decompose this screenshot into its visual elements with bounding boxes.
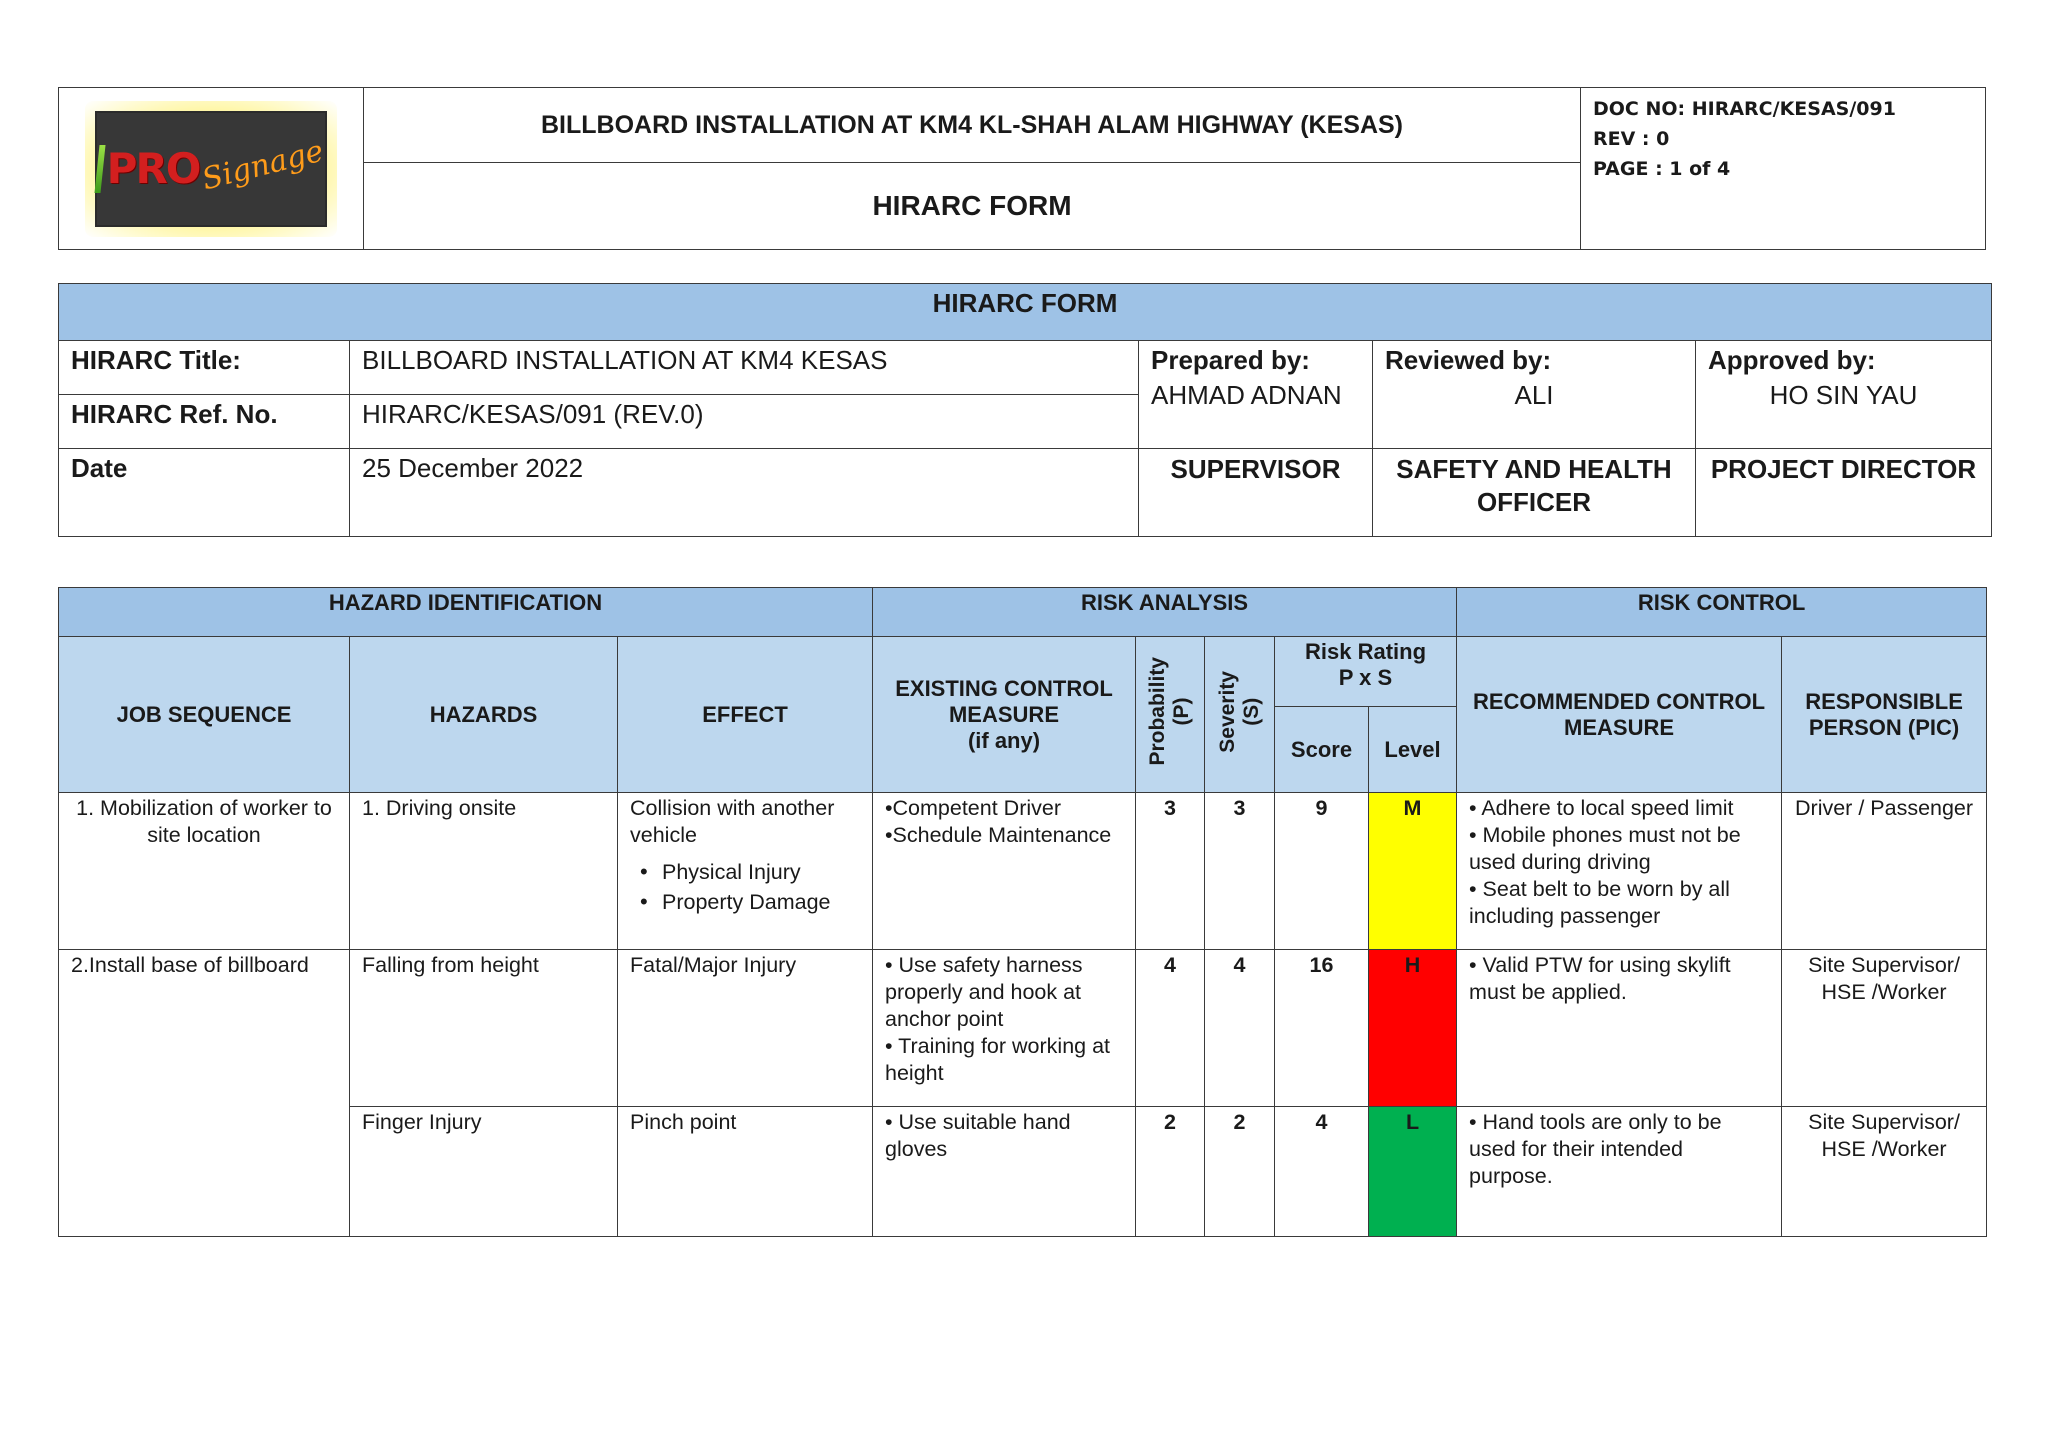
table-row [59, 793, 1987, 950]
col-responsible-person: RESPONSIBLE PERSON (PIC) [1782, 637, 1987, 793]
doc-number: DOC NO: HIRARC/KESAS/091 [1593, 98, 1896, 120]
prepared-role: SUPERVISOR [1139, 449, 1373, 537]
col-severity-label [1216, 671, 1264, 753]
list-item: • Property Damage [650, 887, 860, 917]
company-logo [85, 101, 337, 237]
row1-level: M [1369, 793, 1457, 950]
row1-effect-cell [618, 793, 873, 950]
row1-recommended-cell [1457, 793, 1782, 950]
col-probability-abbr: (P) [1170, 697, 1193, 726]
approved-role: PROJECT DIRECTOR [1696, 449, 1992, 537]
row1-probability: 3 [1136, 793, 1205, 950]
row2-hazard: Falling from height [350, 950, 618, 1107]
row1-score: 9 [1275, 793, 1369, 950]
doc-page: PAGE : 1 of 4 [1593, 158, 1731, 180]
row2-effect: Fatal/Major Injury [618, 950, 873, 1107]
approved-by-label: Approved by: [1708, 345, 1876, 375]
row2-job: 2.Install base of billboard [59, 950, 350, 1237]
row1-existing-cell [873, 793, 1136, 950]
col-hazards: HAZARDS [350, 637, 618, 793]
prepared-by-name: AHMAD ADNAN [1151, 380, 1342, 410]
row3-score: 4 [1275, 1107, 1369, 1237]
col-level: Level [1369, 707, 1457, 793]
row1-existing-2: •Schedule Maintenance [885, 823, 1112, 847]
col-existing-control-title: EXISTING CONTROL MEASURE [895, 675, 1113, 727]
row1-recommended-2: • Mobile phones must not be used during driving [1469, 823, 1741, 874]
col-risk-rating [1275, 637, 1457, 707]
row1-effect: Collision with another vehicle [630, 796, 835, 847]
ref-label: HIRARC Ref. No. [59, 395, 350, 449]
row2-pic: Site Supervisor/ HSE /Worker [1782, 950, 1987, 1107]
col-risk-rating-formula: P x S [1338, 665, 1393, 690]
group-risk-analysis: RISK ANALYSIS [873, 588, 1457, 637]
table-row [59, 950, 1987, 1107]
row3-probability: 2 [1136, 1107, 1205, 1237]
logo-script: Signage [199, 133, 328, 198]
row2-recommended: • Valid PTW for using skylift must be applied. [1457, 950, 1782, 1107]
doc-revision: REV : 0 [1593, 128, 1670, 150]
row3-level: L [1369, 1107, 1457, 1237]
row1-existing-1: •Competent Driver [885, 796, 1061, 820]
row3-effect: Pinch point [618, 1107, 873, 1237]
col-severity-abbr: (S) [1239, 697, 1263, 726]
col-effect: EFFECT [618, 637, 873, 793]
row2-score: 16 [1275, 950, 1369, 1107]
row2-existing-1: • Use safety harness properly and hook at anchor point [885, 953, 1083, 1031]
logo-brand: PRO [106, 144, 200, 193]
title-label: HIRARC Title: [59, 341, 350, 395]
document-header [58, 87, 1986, 250]
project-title: BILLBOARD INSTALLATION AT KM4 KL-SHAH ALAM HIGHWAY (KESAS) [364, 88, 1581, 163]
row3-hazard: Finger Injury [350, 1107, 618, 1237]
date-label: Date [59, 449, 350, 537]
group-hazard-identification: HAZARD IDENTIFICATION [59, 588, 873, 637]
list-item: • Physical Injury [650, 857, 860, 887]
row2-severity: 4 [1205, 950, 1275, 1107]
reviewed-by-cell [1373, 341, 1696, 449]
ref-value: HIRARC/KESAS/091 (REV.0) [350, 395, 1139, 449]
row1-job: 1. Mobilization of worker to site location [59, 793, 350, 950]
date-value: 25 December 2022 [350, 449, 1139, 537]
logo-bar-icon [94, 145, 105, 193]
doc-info [1581, 88, 1986, 250]
logo-cell [59, 88, 364, 250]
row2-level: H [1369, 950, 1457, 1107]
row1-severity: 3 [1205, 793, 1275, 950]
col-risk-rating-title: Risk Rating [1305, 639, 1427, 664]
row1-recommended-3: • Seat belt to be worn by all including passenger [1469, 877, 1730, 928]
col-probability [1136, 637, 1205, 793]
col-severity [1205, 637, 1275, 793]
row1-effect-list [630, 857, 860, 917]
row1-pic: Driver / Passenger [1782, 793, 1987, 950]
col-job-sequence: JOB SEQUENCE [59, 637, 350, 793]
form-name: HIRARC FORM [364, 163, 1581, 250]
prepared-by-cell [1139, 341, 1373, 449]
col-severity-word: Severity [1215, 670, 1239, 753]
col-recommended-control: RECOMMENDED CONTROL MEASURE [1457, 637, 1782, 793]
col-existing-control-note: (if any) [967, 727, 1041, 753]
reviewed-role: SAFETY AND HEALTH OFFICER [1373, 449, 1696, 537]
row3-severity: 2 [1205, 1107, 1275, 1237]
col-existing-control [873, 637, 1136, 793]
risk-assessment-table [58, 587, 1987, 1237]
col-probability-label [1146, 657, 1194, 766]
col-score: Score [1275, 707, 1369, 793]
approved-by-name: HO SIN YAU [1769, 380, 1918, 410]
col-probability-word: Probability [1146, 657, 1169, 766]
group-risk-control: RISK CONTROL [1457, 588, 1987, 637]
approved-by-cell [1696, 341, 1992, 449]
row2-existing-cell [873, 950, 1136, 1107]
logo-plate [97, 113, 328, 225]
prepared-by-label: Prepared by: [1151, 345, 1310, 375]
row3-existing: • Use suitable hand gloves [873, 1107, 1136, 1237]
hirarc-info-table [58, 283, 1992, 537]
row3-recommended: • Hand tools are only to be used for their intended purpose. [1457, 1107, 1782, 1237]
reviewed-by-name: ALI [1514, 380, 1554, 410]
row1-hazard: 1. Driving onsite [350, 793, 618, 950]
row1-recommended-1: • Adhere to local speed limit [1469, 796, 1734, 820]
row2-existing-2: • Training for working at height [885, 1034, 1111, 1085]
reviewed-by-label: Reviewed by: [1385, 345, 1552, 375]
row2-probability: 4 [1136, 950, 1205, 1107]
title-value: BILLBOARD INSTALLATION AT KM4 KESAS [350, 341, 1139, 395]
row3-pic: Site Supervisor/ HSE /Worker [1782, 1107, 1987, 1237]
info-banner: HIRARC FORM [59, 284, 1992, 341]
